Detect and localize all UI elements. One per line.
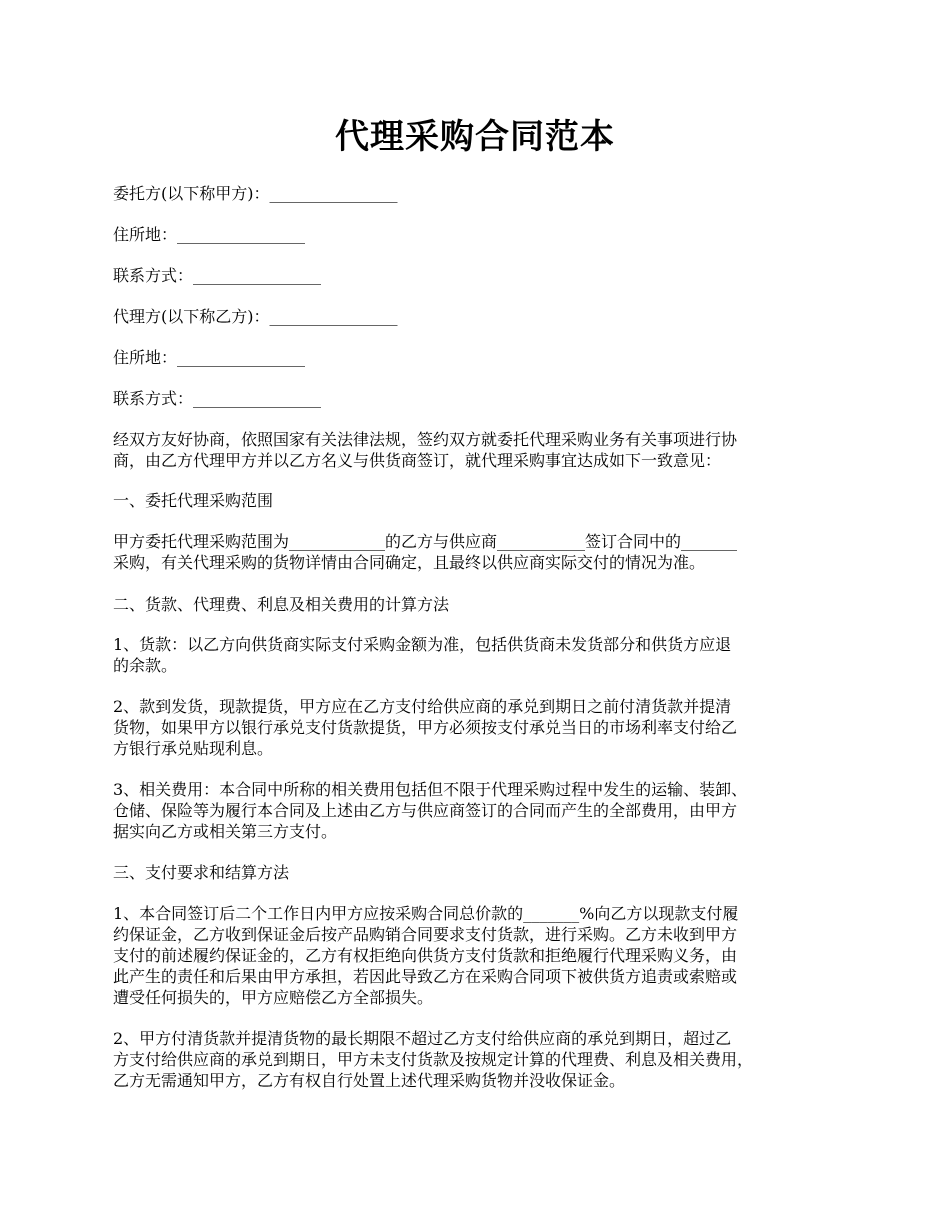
text-line: 乙方无需通知甲方，乙方有权自行处置上述代理采购货物并没收保证金。 bbox=[113, 1071, 626, 1090]
text-line: 此产生的责任和后果由甲方承担，若因此导致乙方在采购合同项下被供货方追责或索赔或 bbox=[113, 967, 738, 986]
text-line: 支付的前述履约保证金的，乙方有权拒绝向供货方支付货款和拒绝履行代理采购义务，由 bbox=[113, 946, 738, 965]
text-line: 3、相关费用：本合同中所称的相关费用包括但不限于代理采购过程中发生的运输、装卸、 bbox=[113, 780, 748, 799]
section-2-item-3 bbox=[113, 779, 851, 842]
text-line: 经双方友好协商，依照国家有关法律法规，签约双方就委托代理采购业务有关事项进行协 bbox=[113, 430, 738, 449]
client-contact-field: 联系方式：________________ bbox=[113, 266, 322, 285]
section-2-item-2 bbox=[113, 696, 851, 759]
text-line: 的余款。 bbox=[113, 656, 178, 675]
text-line: 商，由乙方代理甲方并以乙方名义与供货商签订，就代理采购事宜达成如下一致意见： bbox=[113, 451, 722, 470]
text-line: 2、甲方付清货款并提清货物的最长期限不超过乙方支付给供应商的承兑到期日，超过乙 bbox=[113, 1029, 732, 1048]
text-line: 甲方委托代理采购范围为____________的乙方与供应商___________签订合同中的_______ bbox=[113, 532, 738, 551]
text-line: 据实向乙方或相关第三方支付。 bbox=[113, 822, 338, 841]
agent-contact-field: 联系方式：________________ bbox=[113, 389, 322, 408]
client-address-field: 住所地：________________ bbox=[113, 225, 306, 244]
document-title: 代理采购合同范本 bbox=[335, 117, 615, 157]
section-2-heading: 二、货款、代理费、利息及相关费用的计算方法 bbox=[113, 595, 450, 614]
section-1-heading: 一、委托代理采购范围 bbox=[113, 491, 274, 510]
text-line: 遭受任何损失的，甲方应赔偿乙方全部损失。 bbox=[113, 988, 434, 1007]
text-line: 1、货款：以乙方向供货商实际支付采购金额为准，包括供货商未发货部分和供货方应退 bbox=[113, 635, 732, 654]
section-1-paragraph bbox=[113, 531, 851, 573]
agent-address-field: 住所地：________________ bbox=[113, 348, 306, 367]
section-2-item-1 bbox=[113, 634, 851, 676]
text-line: 方银行承兑贴现利息。 bbox=[113, 739, 274, 758]
preamble-paragraph bbox=[113, 429, 851, 471]
section-3-heading: 三、支付要求和结算方法 bbox=[113, 863, 290, 882]
text-line: 方支付给供应商的承兑到期日，甲方未支付货款及按规定计算的代理费、利息及相关费用， bbox=[113, 1050, 754, 1069]
text-line: 采购，有关代理采购的货物详情由合同确定，且最终以供应商实际交付的情况为准。 bbox=[113, 553, 706, 572]
section-3-item-2 bbox=[113, 1028, 851, 1091]
text-line: 约保证金，乙方收到保证金后按产品购销合同要求支付货款，进行采购。乙方未收到甲方 bbox=[113, 925, 738, 944]
agent-field: 代理方(以下称乙方)：________________ bbox=[113, 307, 398, 326]
text-line: 2、款到发货，现款提货，甲方应在乙方支付给供应商的承兑到期日之前付清货款并提清 bbox=[113, 697, 732, 716]
client-field: 委托方(以下称甲方)：________________ bbox=[113, 184, 398, 203]
text-line: 1、本合同签订后二个工作日内甲方应按采购合同总价款的_______%向乙方以现款支付履 bbox=[113, 904, 739, 923]
text-line: 仓储、保险等为履行本合同及上述由乙方与供应商签订的合同而产生的全部费用，由甲方 bbox=[113, 801, 738, 820]
text-line: 货物，如果甲方以银行承兑支付货款提货，甲方必须按支付承兑当日的市场利率支付给乙 bbox=[113, 718, 738, 737]
section-3-item-1 bbox=[113, 903, 851, 1008]
